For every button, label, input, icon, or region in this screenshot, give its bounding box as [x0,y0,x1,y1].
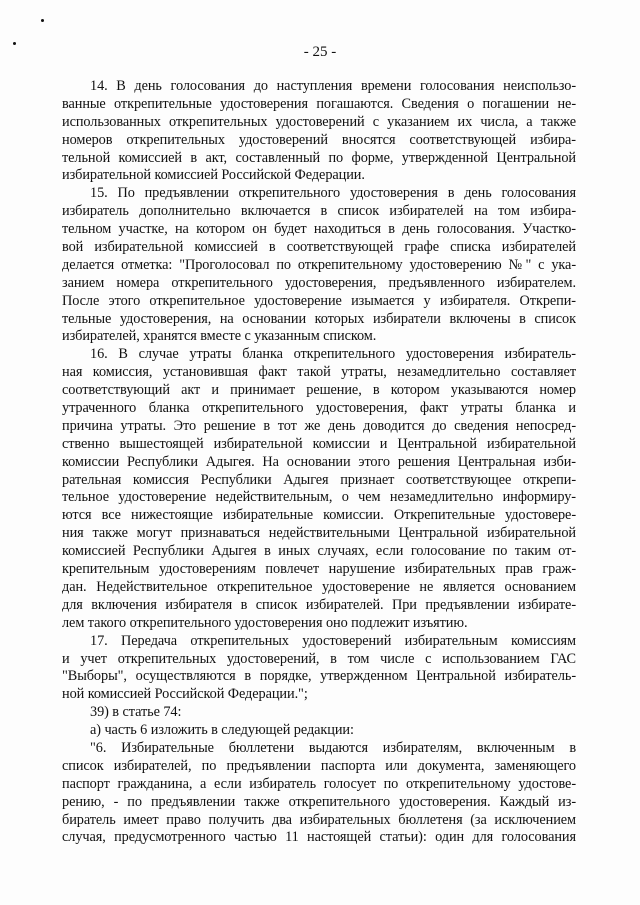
text-line: утраченного бланка открепительного удостоверения, факт утраты бланка и [62,400,576,417]
text-line: избиратель дополнительно включается в список избирателей на том избира- [62,203,576,220]
text-line: "6. Избирательные бюллетени выдаются избирателям, включенным в [90,739,576,756]
text-line: а) часть 6 изложить в следующей редакции: [90,722,354,739]
text-line: После этого открепительное удостоверение изымается у избирателя. Открепи- [62,292,576,309]
text-line: рению, - по предъявлении также открепительного удостоверения. Каждый из- [62,793,576,810]
text-line: 16. В случае утраты бланка открепительного удостоверения избиратель- [90,346,576,363]
text-line: ственно вышестоящей избирательной комиссии и Центральной избирательной [62,435,576,452]
text-line: вой избирательной комиссией в соответствующей графе списка избирателей [62,239,576,256]
text-line: занием номера открепительного удостоверения, предъявленного избирателем. [62,274,576,291]
scan-speck [41,19,44,22]
text-line: 15. По предъявлении открепительного удостоверения в день голосования [90,185,576,202]
text-line: дан. Недействительное открепительное удостоверение не является основанием [62,578,576,595]
text-line: 14. В день голосования до наступления времени голосования неиспользо- [90,78,576,94]
text-line: ная комиссия, установившая факт такой утраты, незамедлительно составляет [62,364,576,381]
text-line: тельной комиссией в акт, составленный по форме, утвержденной Центральной [62,149,576,166]
text-line: ются все нижестоящие избирательные комиссии. Открепительные удостовере- [62,507,576,524]
text-line: список избирателей, по предъявлении паспорта или документа, заменяющего [62,757,576,774]
text-line: причина утраты. Это решение в тот же день доводится до сведения непосред- [62,417,576,434]
page-number: - 25 - [303,44,337,60]
text-line: ной комиссией Российской Федерации."; [62,686,308,703]
text-line: рательная комиссия Республики Адыгея признает соответствующее открепи- [62,471,576,488]
text-line: делается отметка: "Проголосовал по открепительному удостоверению №" с ука- [62,256,576,273]
text-line: комиссии Республики Адыгея. На основании этого решения Центральная изби- [62,453,576,470]
text-line: 39) в статье 74: [90,704,182,721]
document-body [62,78,576,847]
text-line: паспорт гражданина, а если избиратель голосует по открепительному удостове- [62,775,576,792]
text-line: "Выборы", осуществляются в порядке, утвержденном Центральной избиратель- [62,668,576,685]
text-line: номеров открепительных удостоверений вносятся соответствующей избира- [62,131,576,148]
text-line: избирательной комиссией Российской Федерации. [62,167,365,184]
text-line: лем такого открепительного удостоверения оно подлежит изъятию. [62,614,468,631]
text-line: тельные удостоверения, на основании которых избиратели включены в список [62,310,576,327]
text-line: соответствующий акт и принимает решение, в котором указываются номер [62,382,576,399]
text-line: для включения избирателя в список избирателей. При предъявлении избирате- [62,596,576,613]
text-line: тельном участке, на котором он будет находиться в день голосования. Участко- [62,221,576,238]
text-line: крепительным удостоверениям повлечет нарушение избирательных прав граж- [62,561,576,578]
text-line: тельное удостоверение недействительным, о чем незамедлительно информиру- [62,489,576,506]
text-line: случая, предусмотренного частью 11 настоящей статьи): один для голосования [62,829,576,846]
text-line: использованных открепительных удостоверений с указанием их числа, а также [62,113,576,130]
text-line: ванные открепительные удостоверения погашаются. Сведения о погашении не- [62,95,576,112]
text-line: ния также могут признаваться недействительными Центральной избирательной [62,525,576,542]
text-line: и учет открепительных удостоверений, в том числе с использованием ГАС [62,650,576,667]
text-line: биратель имеет право получить два избирательных бюллетеня (за исключением [62,811,576,828]
text-line: избирателей, хранятся вместе с указанным списком. [62,328,377,345]
text-line: комиссией Республики Адыгея в иных случаях, если голосование по таким от- [62,543,576,560]
text-line: 17. Передача открепительных удостоверений избирательным комиссиям [90,632,576,649]
